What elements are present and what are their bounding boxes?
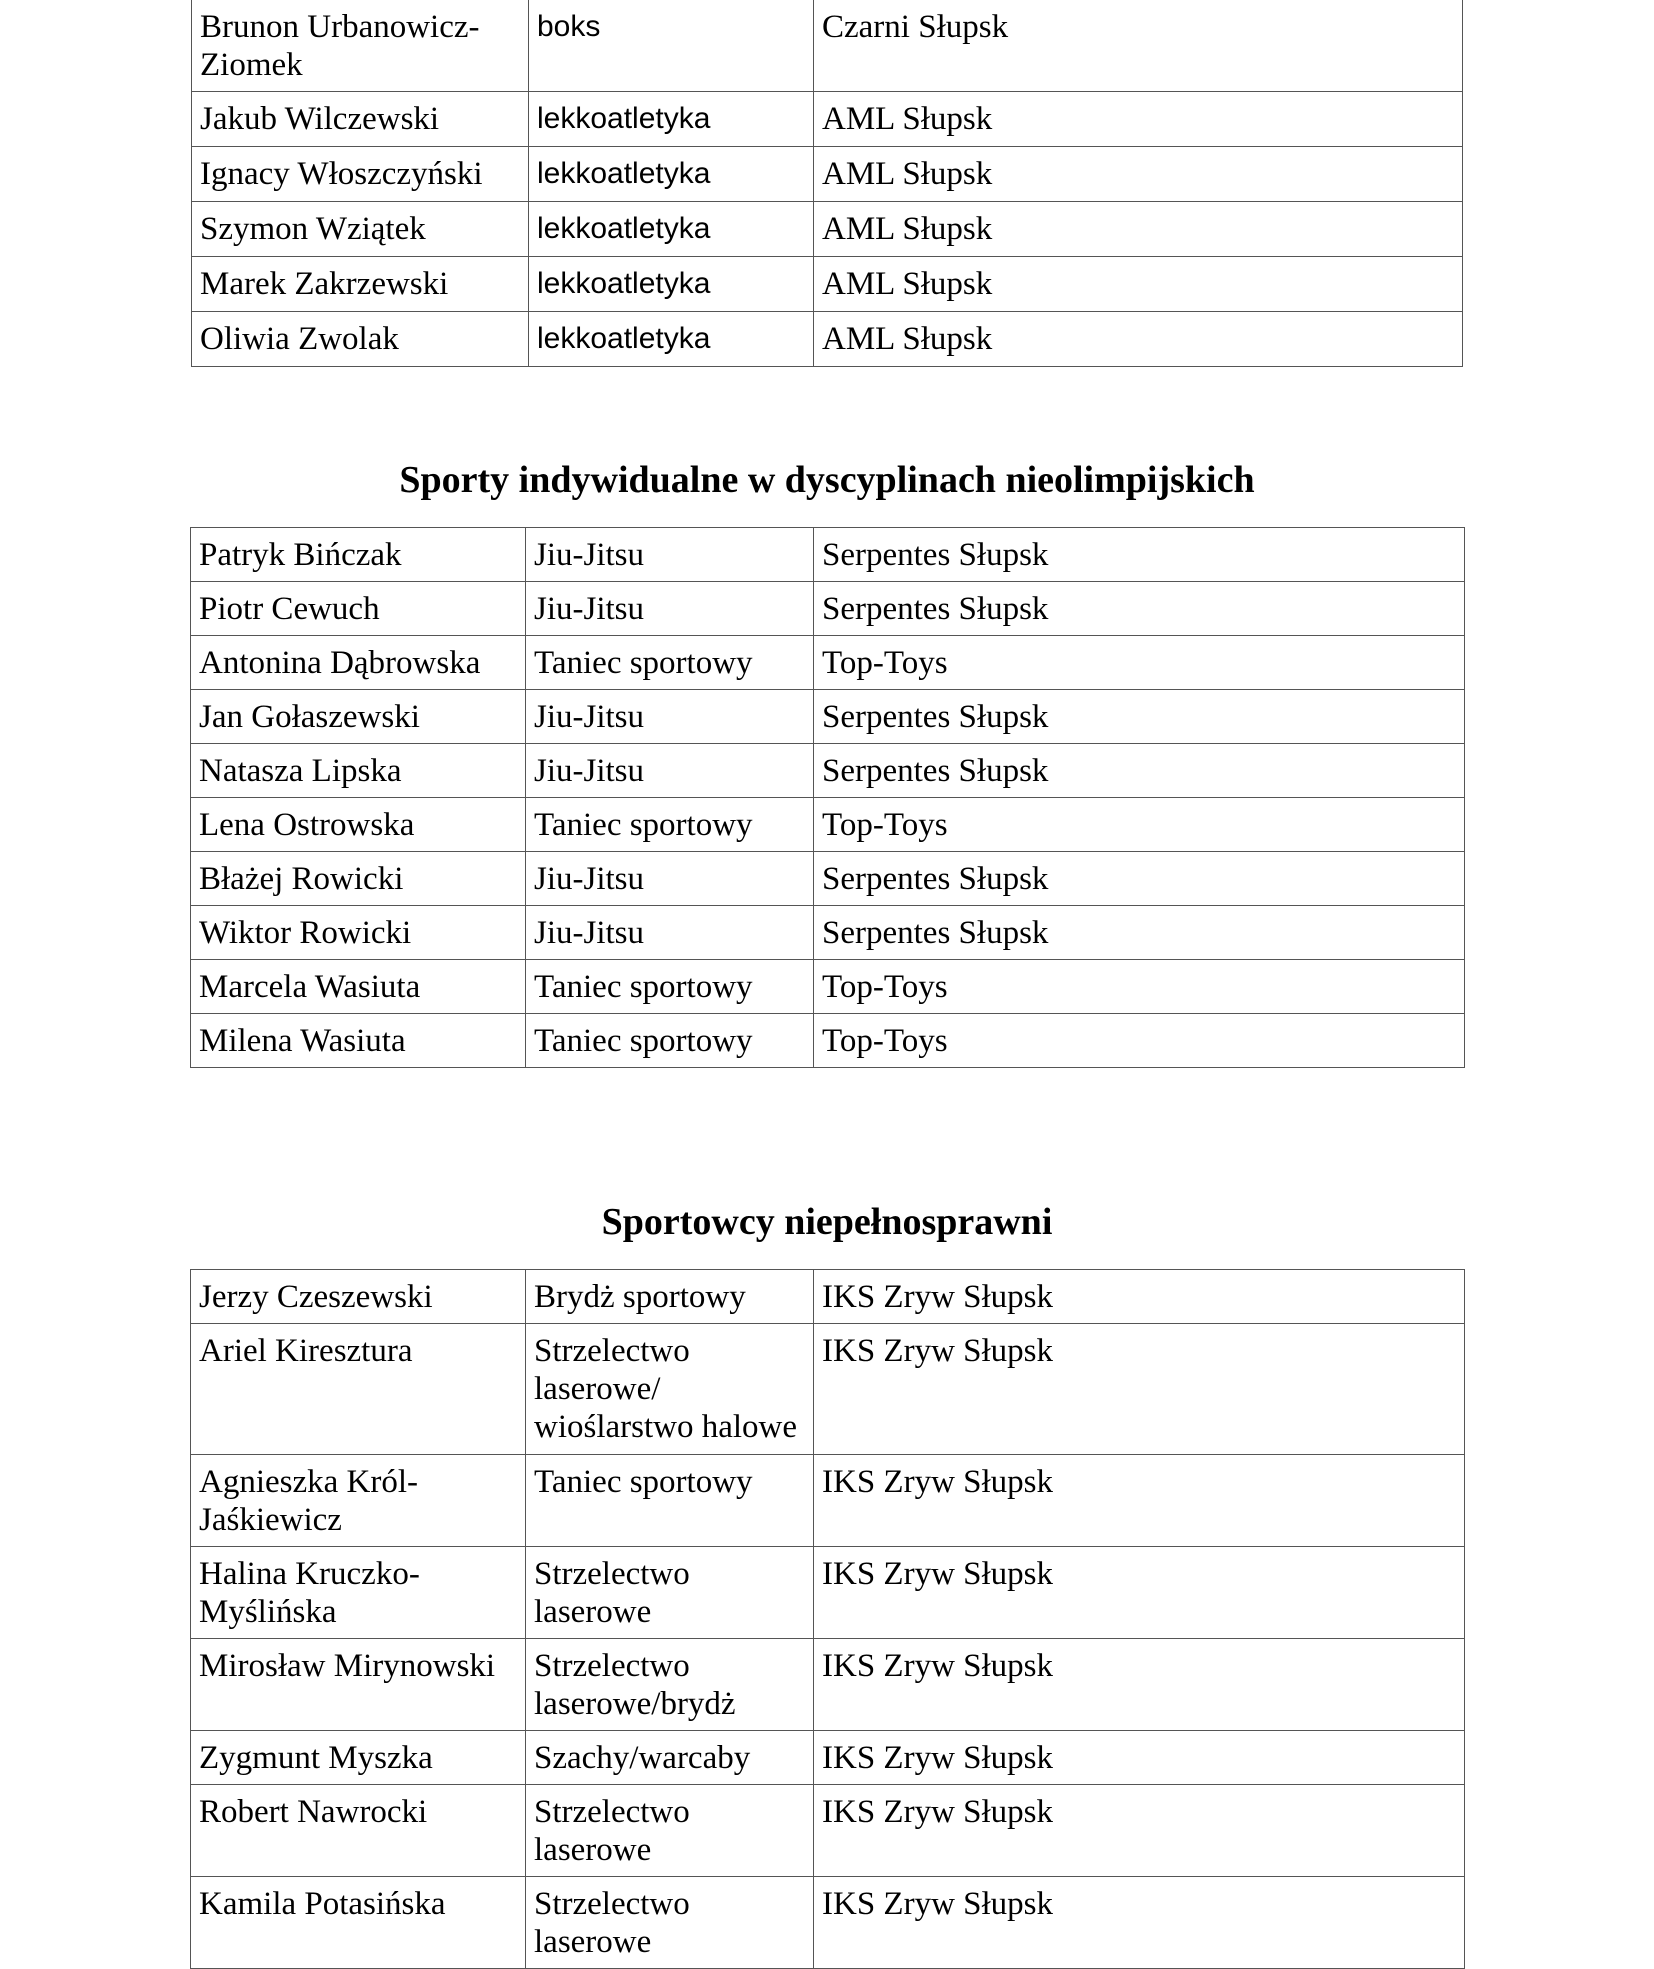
athlete-name: Oliwia Zwolak bbox=[192, 312, 529, 367]
athlete-discipline: Taniec sportowy bbox=[526, 960, 814, 1014]
athlete-club: IKS Zryw Słupsk bbox=[814, 1455, 1465, 1547]
athlete-name: Ignacy Włoszczyński bbox=[192, 147, 529, 202]
athlete-name: Ariel Kiresztura bbox=[191, 1324, 526, 1455]
athlete-discipline: Taniec sportowy bbox=[526, 636, 814, 690]
athlete-name: Piotr Cewuch bbox=[191, 582, 526, 636]
athlete-name: Jerzy Czeszewski bbox=[191, 1270, 526, 1324]
athlete-name: Błażej Rowicki bbox=[191, 852, 526, 906]
athlete-club: Serpentes Słupsk bbox=[814, 528, 1465, 582]
athlete-name: Jan Gołaszewski bbox=[191, 690, 526, 744]
athlete-discipline: lekkoatletyka bbox=[529, 257, 814, 312]
table-row bbox=[192, 202, 1463, 257]
athlete-name: Marcela Wasiuta bbox=[191, 960, 526, 1014]
athlete-discipline: Taniec sportowy bbox=[526, 1014, 814, 1068]
table-row bbox=[191, 960, 1465, 1014]
athlete-name: Lena Ostrowska bbox=[191, 798, 526, 852]
table-row bbox=[191, 1547, 1465, 1639]
athlete-discipline: Jiu-Jitsu bbox=[526, 744, 814, 798]
athlete-club: IKS Zryw Słupsk bbox=[814, 1639, 1465, 1731]
athlete-name: Robert Nawrocki bbox=[191, 1785, 526, 1877]
table-row bbox=[191, 1014, 1465, 1068]
athlete-discipline: lekkoatletyka bbox=[529, 202, 814, 257]
athlete-name: Agnieszka Król-Jaśkiewicz bbox=[191, 1455, 526, 1547]
athlete-name: Brunon Urbanowicz-Ziomek bbox=[192, 0, 529, 92]
athlete-club: AML Słupsk bbox=[814, 312, 1463, 367]
athlete-discipline: Jiu-Jitsu bbox=[526, 528, 814, 582]
athlete-discipline: Jiu-Jitsu bbox=[526, 582, 814, 636]
athlete-name: Marek Zakrzewski bbox=[192, 257, 529, 312]
athlete-club: AML Słupsk bbox=[814, 257, 1463, 312]
athlete-discipline: Taniec sportowy bbox=[526, 1455, 814, 1547]
athlete-name: Milena Wasiuta bbox=[191, 1014, 526, 1068]
table-row bbox=[191, 690, 1465, 744]
athlete-discipline: Strzelectwo laserowe bbox=[526, 1785, 814, 1877]
athlete-club: Serpentes Słupsk bbox=[814, 906, 1465, 960]
athlete-club: AML Słupsk bbox=[814, 92, 1463, 147]
table-row bbox=[191, 1270, 1465, 1324]
athlete-club: IKS Zryw Słupsk bbox=[814, 1324, 1465, 1455]
table-row bbox=[191, 528, 1465, 582]
table-row bbox=[191, 1877, 1465, 1969]
table-row bbox=[191, 852, 1465, 906]
table-row bbox=[191, 1455, 1465, 1547]
athlete-club: Serpentes Słupsk bbox=[814, 744, 1465, 798]
athlete-name: Antonina Dąbrowska bbox=[191, 636, 526, 690]
athlete-club: AML Słupsk bbox=[814, 202, 1463, 257]
athlete-discipline: Strzelectwo laserowe/ wioślarstwo halowe bbox=[526, 1324, 814, 1455]
table-row bbox=[191, 1324, 1465, 1455]
section-title-disabled: Sportowcy niepełnosprawni bbox=[601, 1201, 1053, 1243]
athlete-name: Szymon Wziątek bbox=[192, 202, 529, 257]
athlete-discipline: Jiu-Jitsu bbox=[526, 906, 814, 960]
table-row bbox=[192, 92, 1463, 147]
table-row bbox=[192, 312, 1463, 367]
athlete-club: Top-Toys bbox=[814, 636, 1465, 690]
athlete-club: Czarni Słupsk bbox=[814, 0, 1463, 92]
table-row bbox=[191, 582, 1465, 636]
athlete-name: Jakub Wilczewski bbox=[192, 92, 529, 147]
athlete-name: Natasza Lipska bbox=[191, 744, 526, 798]
athlete-name: Halina Kruczko-Myślińska bbox=[191, 1547, 526, 1639]
athlete-club: IKS Zryw Słupsk bbox=[814, 1547, 1465, 1639]
athlete-discipline: Taniec sportowy bbox=[526, 798, 814, 852]
table-row bbox=[192, 0, 1463, 92]
athlete-discipline: Strzelectwo laserowe bbox=[526, 1877, 814, 1969]
athlete-name: Kamila Potasińska bbox=[191, 1877, 526, 1969]
athlete-club: Serpentes Słupsk bbox=[814, 852, 1465, 906]
athlete-discipline: Jiu-Jitsu bbox=[526, 690, 814, 744]
table-row bbox=[191, 798, 1465, 852]
table-row bbox=[191, 744, 1465, 798]
athlete-discipline: Jiu-Jitsu bbox=[526, 852, 814, 906]
athlete-club: Top-Toys bbox=[814, 1014, 1465, 1068]
olympic-athletes-table bbox=[191, 0, 1463, 367]
table-row bbox=[192, 257, 1463, 312]
athlete-club: Serpentes Słupsk bbox=[814, 582, 1465, 636]
athlete-club: Top-Toys bbox=[814, 960, 1465, 1014]
athlete-discipline: Strzelectwo laserowe bbox=[526, 1547, 814, 1639]
nonolympic-athletes-table bbox=[190, 527, 1465, 1068]
athlete-club: IKS Zryw Słupsk bbox=[814, 1270, 1465, 1324]
athlete-discipline: Brydż sportowy bbox=[526, 1270, 814, 1324]
table-row bbox=[191, 1785, 1465, 1877]
table-row bbox=[191, 636, 1465, 690]
athlete-club: IKS Zryw Słupsk bbox=[814, 1877, 1465, 1969]
athlete-discipline: Szachy/warcaby bbox=[526, 1731, 814, 1785]
table-row bbox=[192, 147, 1463, 202]
athlete-club: IKS Zryw Słupsk bbox=[814, 1785, 1465, 1877]
athlete-name: Patryk Bińczak bbox=[191, 528, 526, 582]
athlete-discipline: lekkoatletyka bbox=[529, 312, 814, 367]
table-row bbox=[191, 1639, 1465, 1731]
athlete-club: Serpentes Słupsk bbox=[814, 690, 1465, 744]
athlete-discipline: lekkoatletyka bbox=[529, 147, 814, 202]
athlete-club: IKS Zryw Słupsk bbox=[814, 1731, 1465, 1785]
athlete-name: Wiktor Rowicki bbox=[191, 906, 526, 960]
table-row bbox=[191, 1731, 1465, 1785]
athlete-club: Top-Toys bbox=[814, 798, 1465, 852]
table-row bbox=[191, 906, 1465, 960]
athlete-name: Zygmunt Myszka bbox=[191, 1731, 526, 1785]
disabled-athletes-table bbox=[190, 1269, 1465, 1969]
athlete-discipline: Strzelectwo laserowe/brydż bbox=[526, 1639, 814, 1731]
section-title-nonolympic: Sporty indywidualne w dyscyplinach nieolimpijskich bbox=[399, 459, 1255, 501]
athlete-discipline: lekkoatletyka bbox=[529, 92, 814, 147]
athlete-name: Mirosław Mirynowski bbox=[191, 1639, 526, 1731]
athlete-club: AML Słupsk bbox=[814, 147, 1463, 202]
athlete-discipline: boks bbox=[529, 0, 814, 92]
